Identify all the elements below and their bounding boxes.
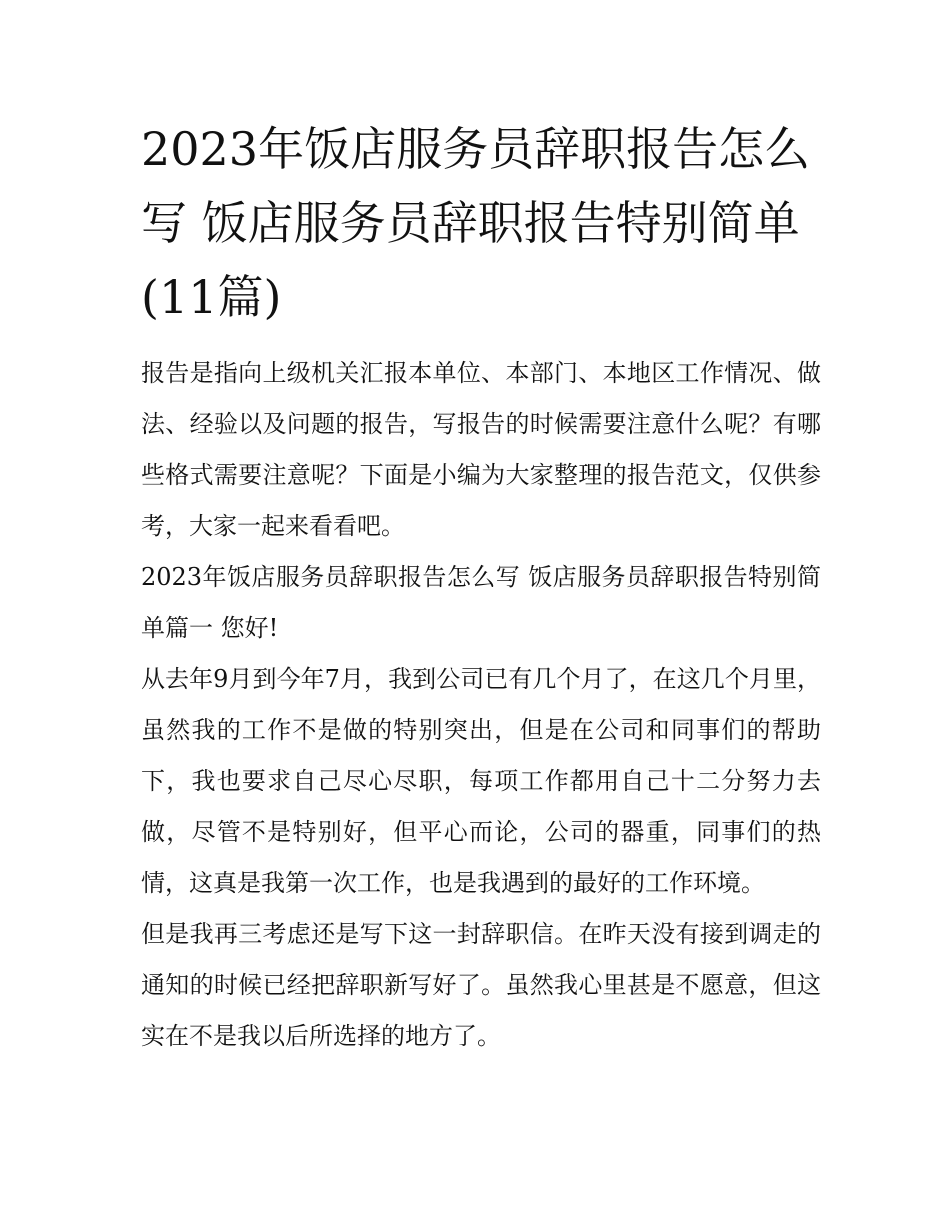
document-body [141,348,821,1062]
body-paragraph-2: 但是我再三考虑还是写下这一封辞职信。在昨天没有接到调走的通知的时候已经把辞职新写好了。虽然我心里甚是不愿意，但这实在不是我以后所选择的地方了。 [141,920,821,1050]
document-content [141,112,821,1062]
section-heading-paragraph: 2023年饭店服务员辞职报告怎么写 饭店服务员辞职报告特别简单篇一 您好! [141,563,821,642]
body-paragraph-1: 从去年9月到今年7月，我到公司已有几个月了，在这几个月里，虽然我的工作不是做的特别突出，但是在公司和同事们的帮助下，我也要求自己尽心尽职，每项工作都用自己十二分努力去做，尽管不是特别好，但平心而论，公司的器重，同事们的热情，这真是我第一次工作，也是我遇到的最好的工作环境。 [141,665,821,897]
document-title: 2023年饭店服务员辞职报告怎么写 饭店服务员辞职报告特别简单(11篇) [141,122,811,324]
intro-paragraph: 报告是指向上级机关汇报本单位、本部门、本地区工作情况、做法、经验以及问题的报告，写报告的时候需要注意什么呢？有哪些格式需要注意呢？下面是小编为大家整理的报告范文，仅供参考，大家一起来看看吧。 [141,359,821,540]
